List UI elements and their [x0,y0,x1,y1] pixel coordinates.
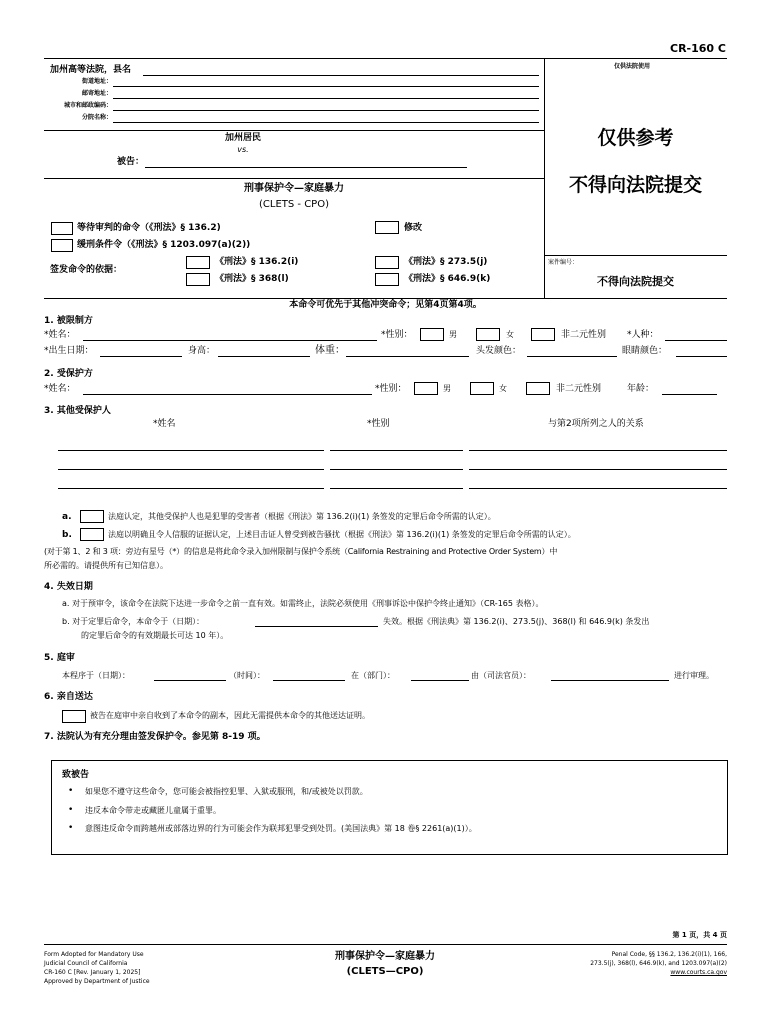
defendant-label: 被告： [117,157,145,167]
restrained-male-checkbox[interactable] [420,328,444,341]
other-relation-field-1[interactable] [469,450,727,451]
bullet-icon: • [68,805,74,815]
footer-right-2: 273.5(j), 368(l), 646.9(k), and 1203.097(a)(2) [590,960,727,967]
restrained-name-field[interactable] [83,340,377,341]
pending-trial-checkbox[interactable] [51,222,73,235]
footer-left-4: Approved by Department of Justice [44,978,150,985]
form-id: CR-160 C [670,42,726,55]
restrained-race-field[interactable] [665,340,727,341]
other-relation-field-2[interactable] [469,469,727,470]
sec1-title: 1. 被限制方 [44,316,93,326]
sec1-race-label: *人种： [627,330,659,340]
mailing-field[interactable] [113,98,539,99]
sec4-title: 4. 失效日期 [44,582,93,592]
priority-notice: 本命令可优先于其他冲突命令；见第4页第4项。 [289,300,482,310]
courts-website-link[interactable]: www.courts.ca.gov [670,969,727,976]
case-number-label: 案件编号： [548,259,579,266]
street-field[interactable] [113,86,539,87]
sec5-title: 5. 庭审 [44,653,75,663]
warning-item: 意图违反命令而跨越州或部落边界的行为可能会作为联邦犯罪受到处罚。(美国法典》第 18 卷§ 2261(a)(1)）。 [85,824,477,833]
branch-label: 分院名称： [81,114,112,121]
sec1-sex-label: *性别： [381,330,413,340]
restrained-hair-field[interactable] [527,356,617,357]
header-bottom-border [44,298,727,299]
sec3-b-text: 法庭以明确且令人信服的证据认定，上述目击证人曾受到被告骚扰（根据《刑法》第 136.2(i)(1) 条签发的定罪后命令所需的认定）。 [108,530,576,539]
sec1-name-label: *姓名： [44,330,76,340]
pending-trial-label: 等待审判的命令（《刑法》§ 136.2) [77,223,221,233]
header-top-border [44,58,727,59]
sec1-female-label: 女 [506,330,514,339]
city-zip-field[interactable] [113,110,539,111]
pc2735j-checkbox[interactable] [375,256,399,269]
pc2735j-label: 《刑法》§ 273.5(j) [404,257,488,267]
sec3-b-checkbox[interactable] [80,528,104,541]
sec7-title: 7. 法院认为有充分理由签发保护令。参见第 8-19 项。 [44,732,266,742]
case-number-top [544,255,727,256]
sec3-title: 3. 其他受保护人 [44,406,111,416]
sec2-sex-label: *性别： [375,384,407,394]
sec1-nonbinary-label: 非二元性别 [561,330,607,340]
probation-label: 缓刑条件令（《刑法》§ 1203.097(a)(2)) [77,240,251,250]
sec3-b-label: b. [62,530,72,540]
warning-box [51,760,728,855]
form-title: 刑事保护令—家庭暴力 [244,183,344,194]
footer-left-3: CR-160 C [Rev. January 1, 2025] [44,969,141,976]
personal-service-checkbox[interactable] [62,710,86,723]
sec3-col-sex: *性别 [367,419,390,429]
plaintiff-label: 加州居民 [224,133,261,143]
hearing-time-field[interactable] [273,680,345,681]
defendant-field[interactable] [145,167,467,168]
hearing-date-field[interactable] [154,680,226,681]
clets-note-line1: (对于第 1、2 和 3 项：旁边有星号（*）的信息是将此命令录入加州限制与保护令系统（California Restraining and Protective Order System）中 [44,547,558,556]
pc368l-label: 《刑法》§ 368(l) [215,274,289,284]
pc6469k-label: 《刑法》§ 646.9(k) [404,274,491,284]
bullet-icon: • [68,823,74,833]
sec3-col-relation: 与第2项所列之人的关系 [548,419,644,429]
court-only-label: 仅供法院使用 [614,63,651,70]
sec5-date-label: 本程序于（日期）： [62,671,130,680]
footer-subtitle: (CLETS—CPO) [346,966,424,977]
restrained-dob-field[interactable] [100,356,182,357]
sec3-a-label: a. [62,512,72,522]
probation-checkbox[interactable] [51,239,73,252]
reference-only-text: 仅供参考 [597,127,674,149]
restrained-weight-field[interactable] [346,356,469,357]
sec2-age-label: 年龄： [627,384,655,394]
judicial-officer-field[interactable] [551,680,669,681]
court-block-bottom [44,130,544,131]
footer-title: 刑事保护令—家庭暴力 [335,951,435,962]
other-name-field-3[interactable] [58,488,324,489]
footer-right-1: Penal Code, §§ 136.2, 136.2(i)(1), 166, [611,951,727,958]
mailing-label: 邮寄地址： [81,90,112,97]
sec1-hair-label: 头发颜色： [476,346,522,356]
vs-label: vs. [237,145,249,154]
page-number: 第 1 页，共 4 页 [672,931,727,939]
other-sex-field-2[interactable] [330,469,463,470]
sec3-a-text: 法庭认定，其他受保护人也是犯罪的受害者（根据《刑法》第 136.2(i)(1) 条签发的定罪后命令所需的认定）。 [108,512,496,521]
restrained-eyes-field[interactable] [676,356,727,357]
sec2-female-label: 女 [499,384,507,393]
form-subtitle: (CLETS - CPO) [259,199,329,210]
other-name-field-2[interactable] [58,469,324,470]
bullet-icon: • [68,786,74,796]
warning-title: 致被告 [62,770,90,780]
warning-item: 如果您不遵守这些命令，您可能会被指控犯罪、入狱或服刑，和/或被处以罚款。 [85,787,368,796]
sec4-a-text: a. 对于预审令，该命令在法院下达进一步命令之前一直有效。如需终止，法院必须使用《刑事诉讼中保护令终止通知》（CR-165 表格）。 [62,599,544,608]
sec5-time-label: （时间）： [229,671,265,680]
sec3-col-name: *姓名 [153,419,176,429]
protected-nonbinary-checkbox[interactable] [526,382,550,395]
not-for-filing-text: 不得向法院提交 [568,174,702,196]
sec2-nonbinary-label: 非二元性别 [556,384,602,394]
footer-left-2: Judicial Council of California [44,960,128,967]
protected-name-field[interactable] [83,394,372,395]
warning-item: 违反本命令带走或藏匿儿童属于重罪。 [85,806,221,815]
sec1-male-label: 男 [449,330,457,339]
sec6-title: 6. 亲自送达 [44,692,93,702]
modify-label: 修改 [404,223,423,233]
court-name-label: 加州高等法院，县名 [50,65,132,75]
city-zip-label: 城市和邮政编码： [63,102,112,109]
other-sex-field-1[interactable] [330,450,463,451]
branch-field[interactable] [113,122,539,123]
basis-label: 签发命令的依据： [50,265,123,275]
parties-block-bottom [44,178,544,179]
pc1362i-checkbox[interactable] [186,256,210,269]
sec6-text: 被告在庭审中亲自收到了本命令的副本，因此无需提供本命令的其他送达证明。 [90,711,370,720]
protected-age-field[interactable] [662,394,717,395]
other-name-field-1[interactable] [58,450,324,451]
sec1-height-label: 身高： [188,346,216,356]
protected-male-checkbox[interactable] [414,382,438,395]
pc6469k-checkbox[interactable] [375,273,399,286]
other-sex-field-3[interactable] [330,488,463,489]
footer-rule [44,944,727,945]
pc368l-checkbox[interactable] [186,273,210,286]
other-relation-field-3[interactable] [469,488,727,489]
restrained-female-checkbox[interactable] [476,328,500,341]
sec2-title: 2. 受保护方 [44,369,93,379]
sec4-b-start: b. 对于定罪后命令，本命令于（日期）： [62,617,205,626]
restrained-nonbinary-checkbox[interactable] [531,328,555,341]
expiration-date-field[interactable] [255,626,378,627]
modify-checkbox[interactable] [375,221,399,234]
footer-left-1: Form Adopted for Mandatory Use [44,951,144,958]
court-name-field[interactable] [143,75,539,76]
hearing-dept-field[interactable] [411,680,469,681]
sec5-dept-label: 在（部门）： [351,671,395,680]
sec1-weight-label: 体重： [315,345,345,356]
sec1-dob-label: *出生日期： [44,346,94,356]
restrained-height-field[interactable] [218,356,310,357]
sec2-name-label: *姓名： [44,384,76,394]
street-label: 街道地址： [81,78,112,85]
sec5-end: 进行审理。 [674,671,714,680]
sec5-by-label: 由（司法官员）： [471,671,531,680]
sec3-a-checkbox[interactable] [80,510,104,523]
clets-note-line2: 所必需的。请提供所有已知信息）。 [44,561,168,570]
sec1-eyes-label: 眼睛颜色： [622,346,668,356]
sec4-b-end: 失效。根据《刑法典》第 136.2(i)、273.5(j)、368(l) 和 646.9(k) 条发出 [383,617,650,626]
pc1362i-label: 《刑法》§ 136.2(i) [215,257,299,267]
sec2-male-label: 男 [443,384,451,393]
sec4-b-line2: 的定罪后命令的有效期最长可达 10 年）。 [81,631,229,640]
case-number-not-for-filing: 不得向法院提交 [597,275,674,288]
protected-female-checkbox[interactable] [470,382,494,395]
